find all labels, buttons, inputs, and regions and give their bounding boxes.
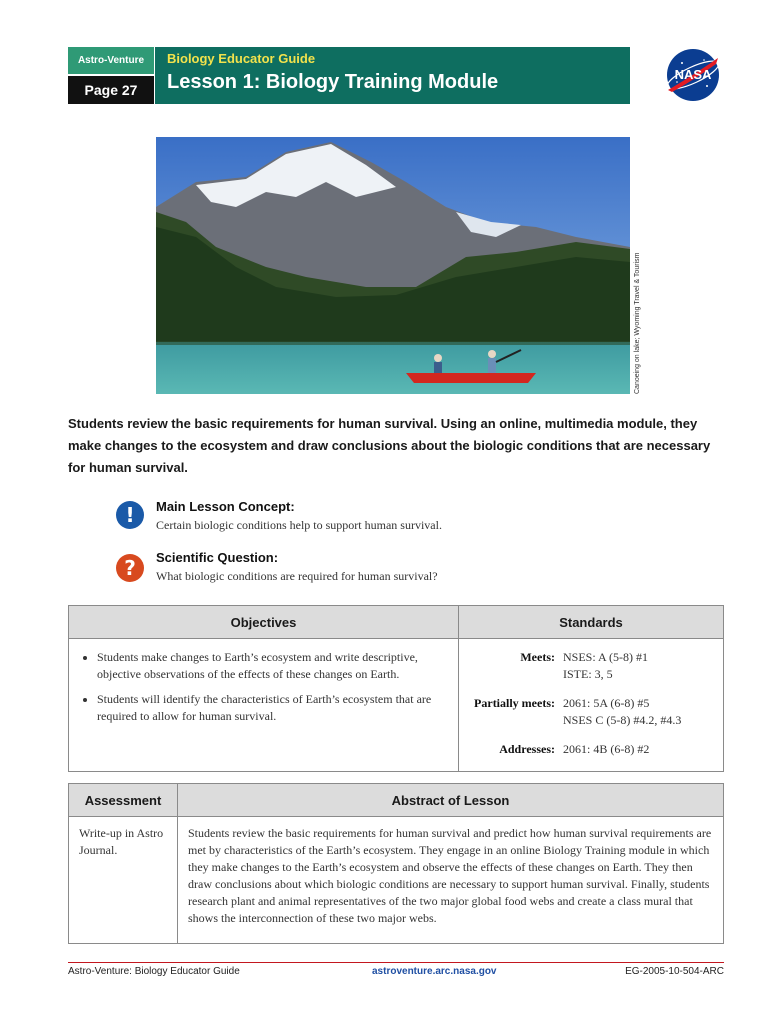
standard-value: 2061: 4B (6-8) #2 — [563, 742, 650, 756]
question-text: What biologic conditions are required for human survival? — [156, 569, 438, 583]
main-lesson-concept — [156, 499, 442, 533]
objectives-header: Objectives — [69, 606, 459, 639]
footer-document-id: EG-2005-10-504-ARC — [625, 966, 724, 977]
standard-value: NSES: A (5-8) #1 — [563, 650, 649, 664]
photo-caption: Canoeing on lake; Wyoming Travel & Tourism — [634, 252, 641, 394]
page-title: Lesson 1: Biology Training Module — [167, 71, 499, 93]
assessment-abstract-table — [68, 783, 724, 944]
standard-value: NSES C (5-8) #4.2, #4.3 — [563, 713, 682, 727]
standard-row-meets — [463, 649, 719, 683]
standard-row-partially-meets — [463, 695, 719, 729]
standards-cell — [459, 639, 724, 772]
assessment-header: Assessment — [69, 784, 178, 817]
lake-canoe-photo — [156, 137, 630, 394]
concept-text: Certain biologic conditions help to support human survival. — [156, 518, 442, 532]
question-mark-icon: ? — [116, 554, 144, 582]
standard-value: ISTE: 3, 5 — [563, 667, 613, 681]
header-title-bar — [155, 47, 630, 104]
objectives-cell — [69, 639, 459, 772]
question-heading: Scientific Question: — [156, 550, 279, 565]
standard-row-addresses — [463, 741, 719, 758]
footer-divider — [68, 962, 724, 963]
nasa-logo-text: NASA — [674, 67, 712, 82]
scientific-question — [156, 550, 438, 584]
assessment-cell: Write-up in Astro Journal. — [69, 817, 178, 944]
standard-label: Addresses: — [499, 742, 555, 756]
standard-label: Partially meets: — [474, 696, 555, 710]
objectives-standards-table — [68, 605, 724, 772]
standard-value: 2061: 5A (6-8) #5 — [563, 696, 650, 710]
lesson-intro: Students review the basic requirements for human survival. Using an online, multimedia module, they make changes to the ecosystem and draw conclusions about the biologic conditions that are necessary for human survival. — [68, 416, 711, 475]
nasa-logo — [662, 46, 724, 104]
objective-item: • Students will identify the characteristics of Earth’s ecosystem that are required to allow for human survival. — [97, 691, 448, 725]
concept-heading: Main Lesson Concept: — [156, 499, 295, 514]
footer-website-link[interactable]: astroventure.arc.nasa.gov — [372, 966, 497, 977]
objective-item: • Students make changes to Earth’s ecosystem and write descriptive, objective observations of the effects of these changes on Earth. — [97, 649, 448, 683]
brand-label: Astro-Venture — [68, 47, 154, 74]
standard-label: Meets: — [520, 650, 555, 664]
footer-guide-name: Astro-Venture: Biology Educator Guide — [68, 966, 240, 977]
abstract-header: Abstract of Lesson — [178, 784, 724, 817]
page-number: Page 27 — [68, 76, 154, 104]
header-left-block — [68, 47, 154, 104]
exclamation-icon: ! — [116, 501, 144, 529]
guide-subtitle: Biology Educator Guide — [167, 51, 316, 66]
abstract-cell: Students review the basic requirements for human survival and predict how human survival requirements are met by characteristics of the Earth’s ecosystem. They engage in an online Biology Training module in which they make changes to the Earth’s ecosystem and observe the effects of these changes on Earth. They then draw conclusions about which biologic conditions are necessary to support human survival. Finally, students research plant and animal representatives of the two major global food webs and create a class mural that shows the interconnection of these two major webs. — [178, 817, 724, 944]
standards-header: Standards — [459, 606, 724, 639]
